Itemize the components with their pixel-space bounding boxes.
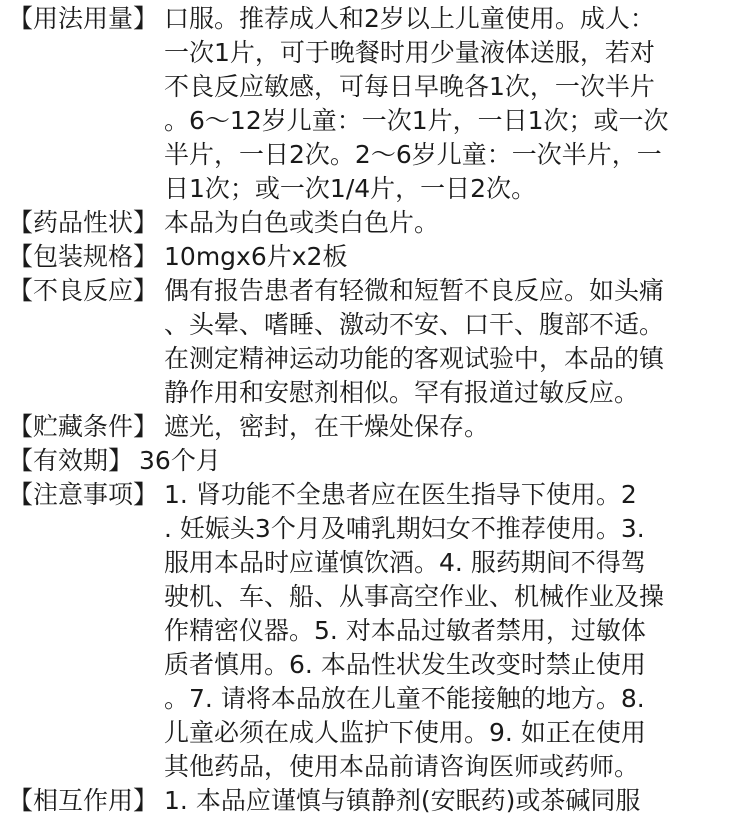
content-line: 1. 本品应谨慎与镇静剂(安眠药)或茶碱同服 — [164, 786, 641, 815]
section-label: 【药品性状】 — [8, 208, 159, 237]
section-content — [164, 206, 750, 240]
section-content — [164, 410, 750, 444]
section-packaging — [0, 240, 750, 274]
content-line: 其他药品，使用本品前请咨询医师或药师。 — [164, 752, 640, 781]
content-line: 日1次；或一次1/4片，一日2次。 — [164, 174, 537, 203]
drug-instructions — [0, 2, 750, 818]
content-line: 质者慎用。6. 本品性状发生改变时禁止使用 — [164, 650, 646, 679]
section-content — [139, 444, 750, 478]
section-label: 【贮藏条件】 — [8, 412, 159, 441]
content-line: 作精密仪器。5. 对本品过敏者禁用，过敏体 — [164, 616, 646, 645]
section-content — [164, 240, 750, 274]
content-line: 口服。推荐成人和2岁以上儿童使用。成人： — [164, 4, 655, 33]
content-line: 不良反应敏感，可每日早晚各1次，一次半片 — [164, 72, 655, 101]
content-line: 1. 肾功能不全患者应在医生指导下使用。2 — [164, 480, 637, 509]
section-label: 【用法用量】 — [8, 4, 159, 33]
section-content — [164, 2, 750, 206]
section-content — [164, 784, 750, 818]
section-appearance — [0, 206, 750, 240]
content-line: 10mgx6片x2板 — [164, 242, 348, 271]
content-line: 静作用和安慰剂相似。罕有报道过敏反应。 — [164, 378, 640, 407]
content-line: 、头晕、嗜睡、激动不安、口干、腹部不适。 — [164, 310, 665, 339]
section-label: 【包装规格】 — [8, 242, 159, 271]
section-label: 【相互作用】 — [8, 786, 159, 815]
section-label: 【有效期】 — [8, 446, 134, 475]
content-line: 在测定精神运动功能的客观试验中，本品的镇 — [164, 344, 665, 373]
content-line: 一次1片，可于晚餐时用少量液体送服，若对 — [164, 38, 655, 67]
section-content — [164, 478, 750, 784]
section-interactions — [0, 784, 750, 818]
content-line: 遮光，密封，在干燥处保存。 — [164, 412, 490, 441]
content-line: 儿童必须在成人监护下使用。9. 如正在使用 — [164, 718, 646, 747]
section-precautions — [0, 478, 750, 784]
content-line: 半片，一日2次。2～6岁儿童：一次半片，一 — [164, 140, 662, 169]
section-adverse-reactions — [0, 274, 750, 410]
section-label: 【不良反应】 — [8, 276, 159, 305]
section-shelf-life — [0, 444, 750, 478]
section-dosage — [0, 2, 750, 206]
content-line: 服用本品时应谨慎饮酒。4. 服药期间不得驾 — [164, 548, 646, 577]
section-label: 【注意事项】 — [8, 480, 159, 509]
content-line: 36个月 — [139, 446, 221, 475]
content-line: 驶机、车、船、从事高空作业、机械作业及操 — [164, 582, 665, 611]
content-line: 。6～12岁儿童：一次1片，一日1次；或一次 — [164, 106, 669, 135]
content-line: 本品为白色或类白色片。 — [164, 208, 440, 237]
section-content — [164, 274, 750, 410]
content-line: 。7. 请将本品放在儿童不能接触的地方。8. — [164, 684, 645, 713]
section-storage — [0, 410, 750, 444]
content-line: 偶有报告患者有轻微和短暂不良反应。如头痛 — [164, 276, 665, 305]
content-line: . 妊娠头3个月及哺乳期妇女不推荐使用。3. — [164, 514, 645, 543]
